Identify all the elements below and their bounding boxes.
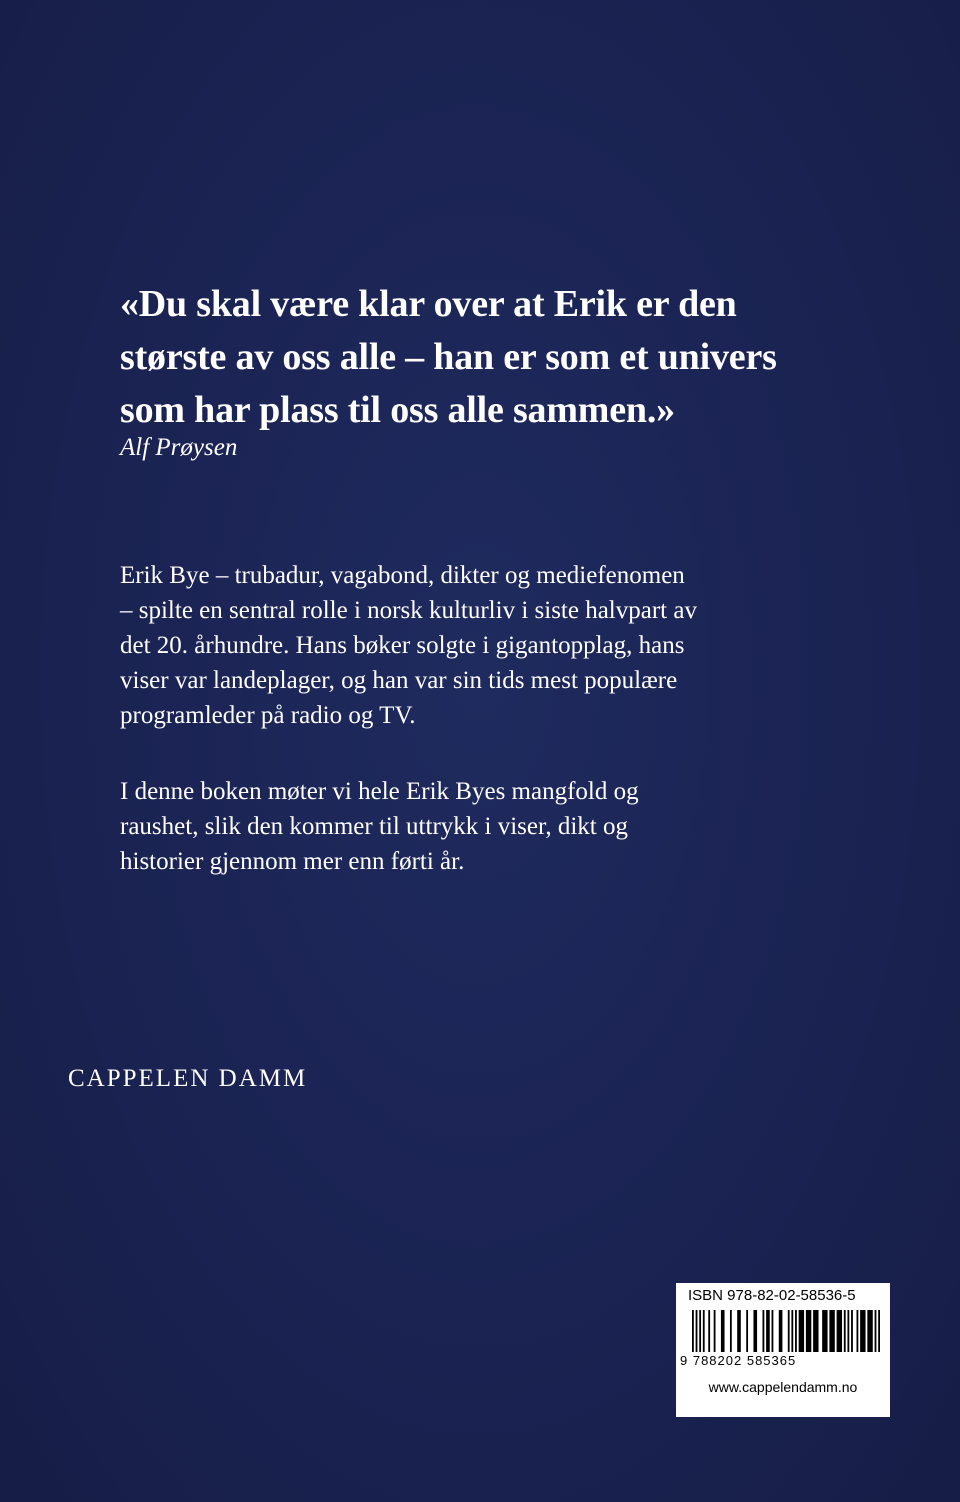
barcode-bar [813, 1310, 818, 1352]
publisher-logo: CAPPELEN DAMM [68, 1065, 308, 1092]
barcode-bar [708, 1310, 710, 1352]
barcode-bar [788, 1310, 790, 1352]
quote-line: «Du skal være klar over at Erik er den [120, 283, 737, 325]
quote [120, 278, 860, 437]
barcode-bar [795, 1310, 797, 1352]
barcode-bar [763, 1310, 765, 1352]
barcode-bar [878, 1310, 880, 1352]
barcode-bar [779, 1310, 783, 1352]
text-line: programleder på radio og TV. [120, 702, 416, 729]
barcode-bar [692, 1310, 694, 1352]
barcode-bar [875, 1310, 877, 1352]
barcode-bar [730, 1310, 732, 1352]
text-line: Erik Bye – trubadur, vagabond, dikter og mediefenomen [120, 562, 685, 589]
text-line: det 20. århundre. Hans bøker solgte i gigantopplag, hans [120, 632, 685, 659]
barcode-bar [806, 1310, 811, 1352]
barcode-bar [766, 1310, 770, 1352]
barcode-bar [847, 1310, 849, 1352]
barcode-bar [714, 1310, 716, 1352]
barcode-bar [791, 1310, 793, 1352]
barcode-bar [753, 1310, 757, 1352]
barcode-bar [829, 1310, 834, 1352]
quote-line: største av oss alle – han er som et univers [120, 336, 777, 378]
barcode-bar [867, 1310, 872, 1352]
barcode-bar [851, 1310, 853, 1352]
barcode-bar [696, 1310, 698, 1352]
quote-attribution: Alf Prøysen [120, 434, 238, 461]
description-paragraph-2 [120, 774, 860, 879]
description-paragraph-1 [120, 558, 860, 733]
barcode-bar [799, 1310, 804, 1352]
barcode-bar [703, 1310, 705, 1352]
isbn-barcode-panel [676, 1283, 890, 1417]
barcode-bar [721, 1310, 725, 1352]
barcode-bar [844, 1310, 846, 1352]
barcode-bar [737, 1310, 741, 1352]
text-line: viser var landeplager, og han var sin tids mest populære [120, 667, 678, 694]
barcode-bar [837, 1310, 842, 1352]
publisher-url: www.cappelendamm.no [708, 1379, 858, 1395]
barcode-bar [860, 1310, 865, 1352]
barcode-bar [746, 1310, 748, 1352]
barcode-bar [772, 1310, 774, 1352]
text-line: – spilte en sentral rolle i norsk kulturliv i siste halvpart av [120, 597, 697, 624]
quote-line: som har plass til oss alle sammen.» [120, 389, 675, 431]
text-line: I denne boken møter vi hele Erik Byes mangfold og [120, 778, 639, 805]
text-line: raushet, slik den kommer til uttrykk i viser, dikt og [120, 813, 628, 840]
barcode-digits: 9 788202 585365 [680, 1353, 797, 1368]
isbn-label: ISBN 978-82-02-58536-5 [688, 1287, 856, 1304]
barcode-bar [857, 1310, 859, 1352]
barcode-bar [699, 1310, 701, 1352]
barcode-bar [822, 1310, 827, 1352]
text-line: historier gjennom mer enn førti år. [120, 848, 465, 875]
